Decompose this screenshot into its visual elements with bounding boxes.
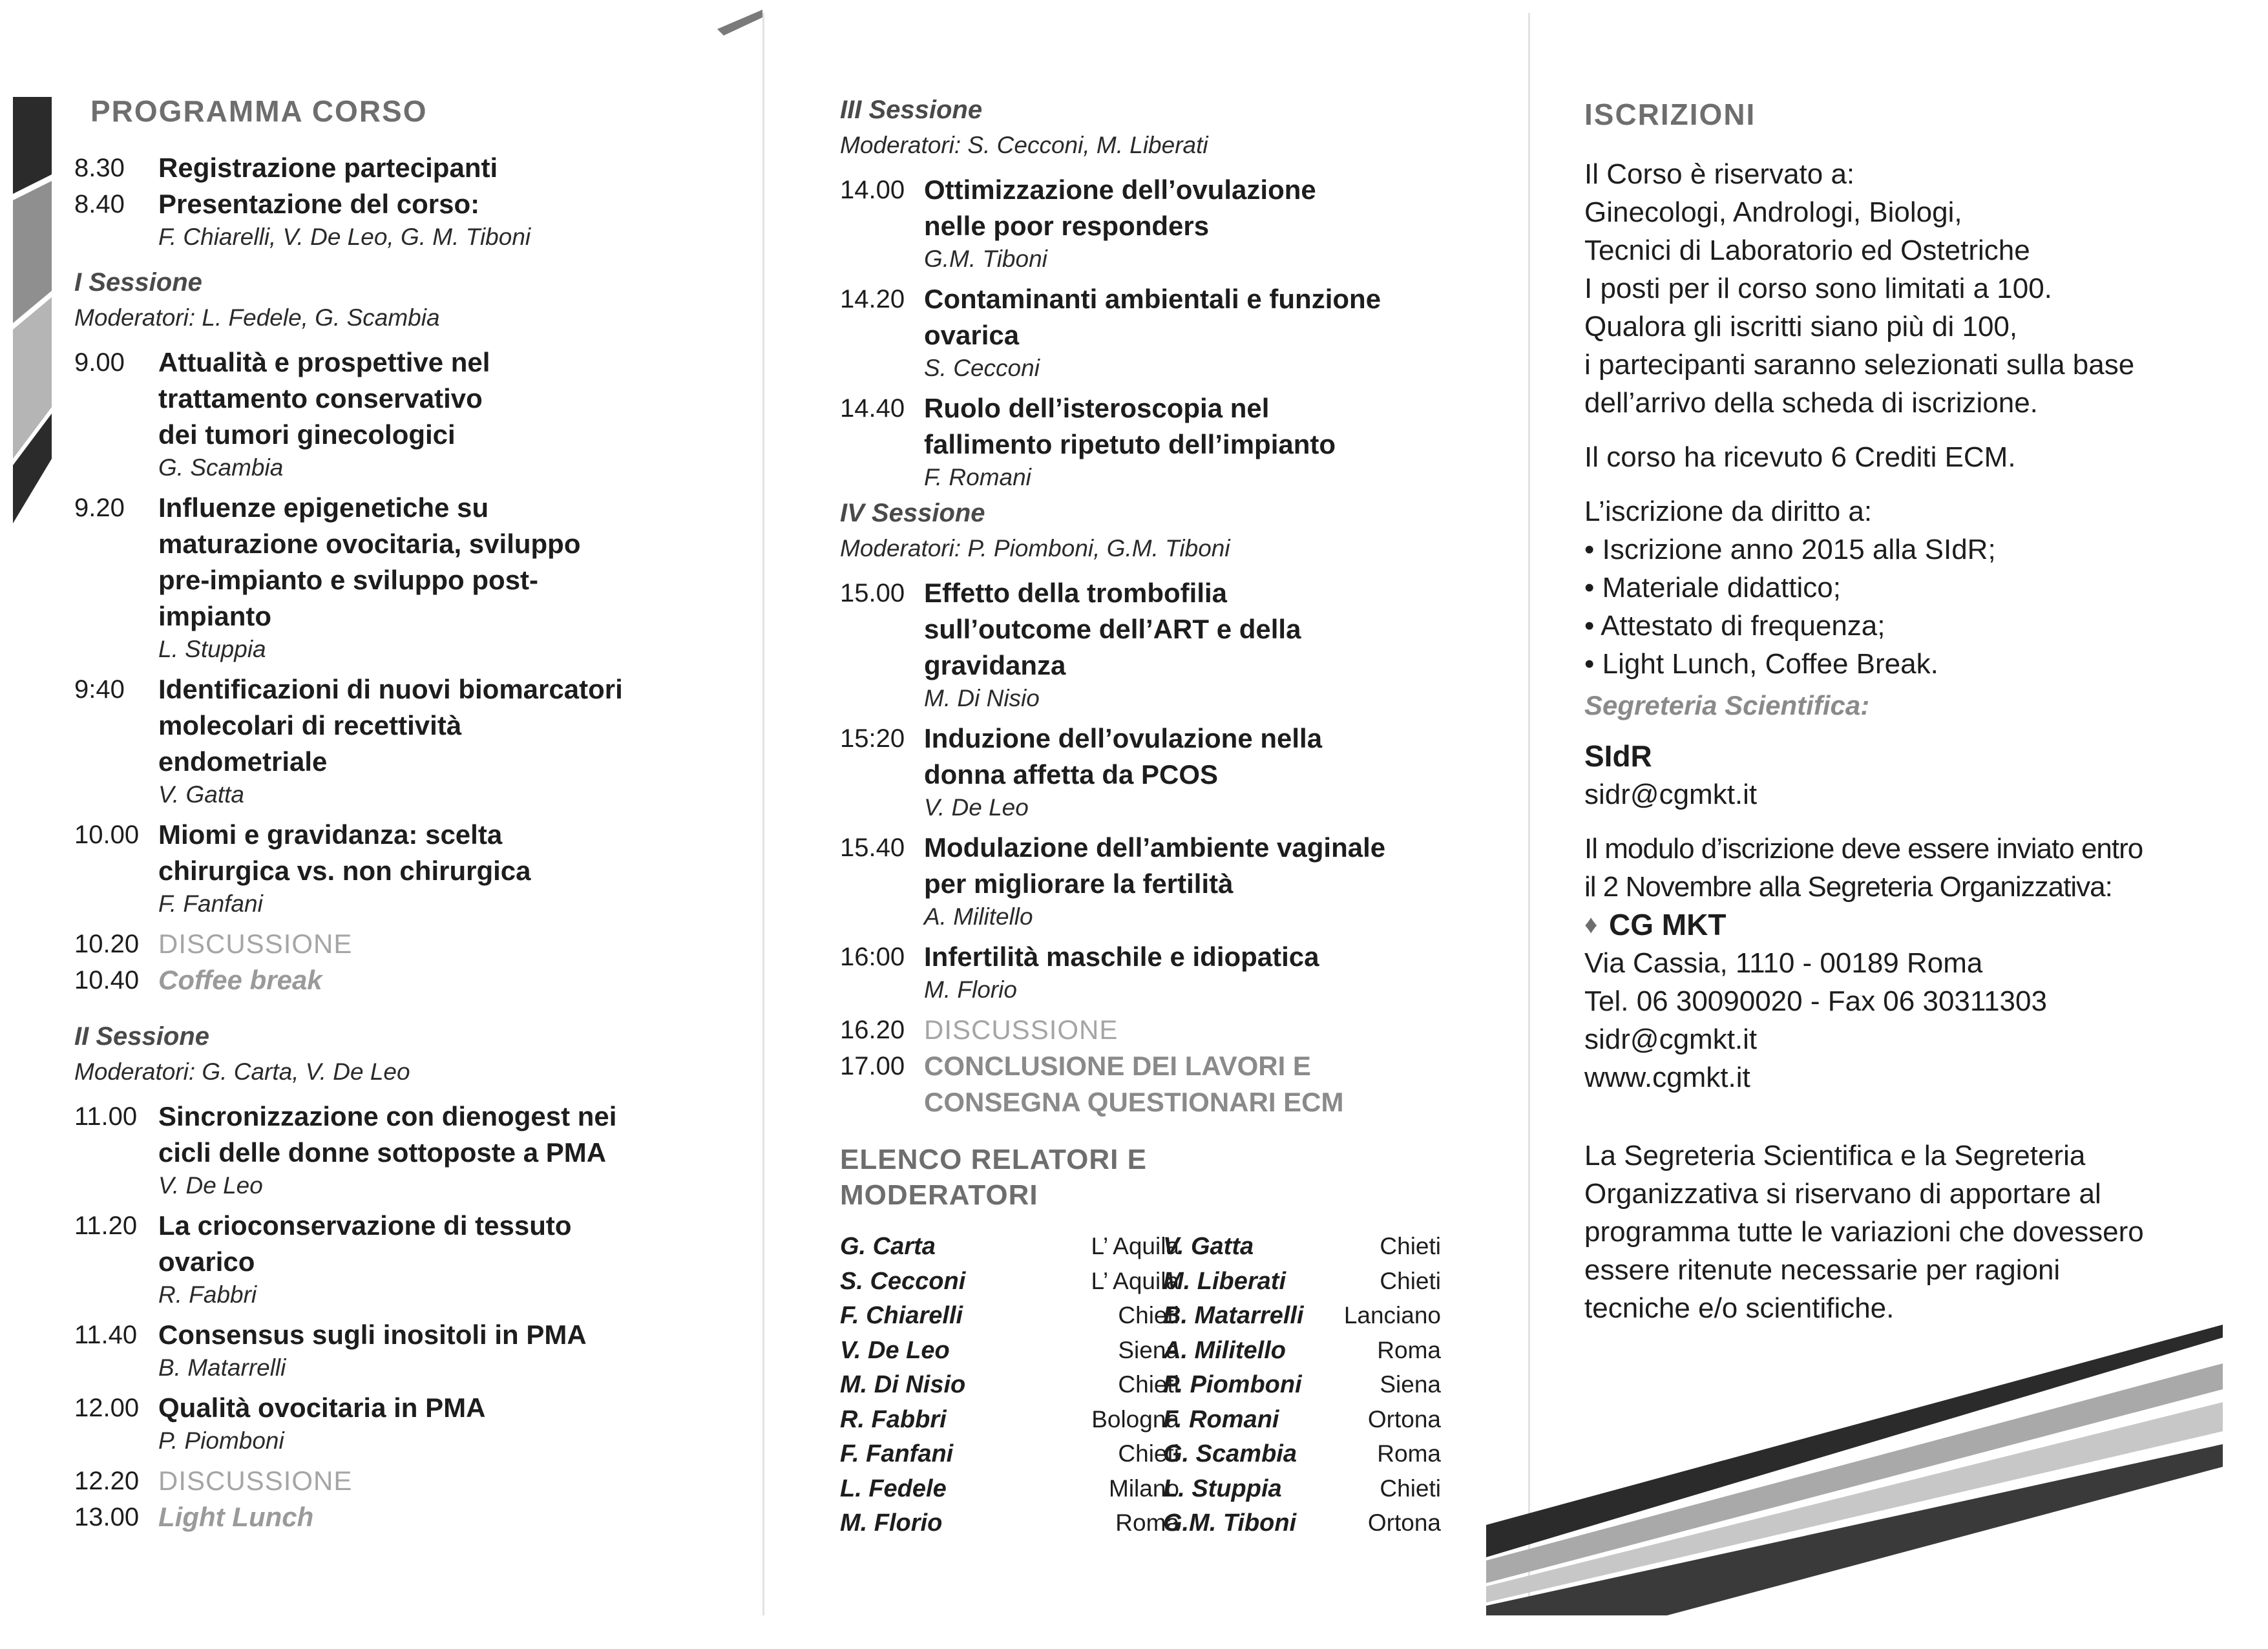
note-line: programma tutte le variazioni che dovessero [1584, 1216, 2144, 1248]
speaker-city: Ortona [1367, 1405, 1441, 1433]
speaker-city: L’ Aquila [1091, 1233, 1179, 1259]
agenda-title-line: gravidanza [924, 650, 1066, 680]
agenda-time: 11.00 [74, 1102, 138, 1131]
crediti-ecm: Il corso ha ricevuto 6 Crediti ECM. [1584, 441, 2016, 473]
session-moderators: Moderatori: P. Piomboni, G.M. Tiboni [840, 535, 1230, 562]
program-panel-left [0, 0, 762, 1649]
iscrizioni-heading: ISCRIZIONI [1584, 98, 1756, 131]
speaker-name: G. Scambia [1163, 1440, 1297, 1467]
agenda-title-line: fallimento ripetuto dell’impianto [924, 429, 1336, 459]
agenda-speaker: V. Gatta [158, 781, 244, 808]
agenda-speaker: G.M. Tiboni [924, 246, 1047, 272]
iscrizioni-intro-line: Tecnici di Laboratorio ed Ostetriche [1584, 235, 2030, 266]
agenda-time: 16:00 [840, 943, 905, 971]
agenda-title-line: Ruolo dell’isteroscopia nel [924, 393, 1270, 423]
speaker-name: F. Chiarelli [840, 1302, 963, 1329]
agenda-title-line: CONCLUSIONE DEI LAVORI E [924, 1051, 1311, 1081]
agenda-title-line: cicli delle donne sottoposte a PMA [158, 1137, 607, 1168]
speaker-name: V. De Leo [840, 1336, 950, 1364]
segreteria-title: Segreteria Scientifica: [1584, 690, 1870, 720]
agenda-time: 14.40 [840, 394, 905, 423]
agenda-time: 12.00 [74, 1394, 140, 1422]
agenda-title-line: maturazione ovocitaria, sviluppo [158, 529, 581, 559]
speaker-name: G.M. Tiboni [1163, 1509, 1297, 1537]
agenda-title-line: Coffee break [158, 965, 322, 995]
agenda-title-line: sull’outcome dell’ART e della [924, 614, 1301, 644]
program-panel-middle [766, 0, 1528, 1649]
agenda-time: 14.00 [840, 176, 905, 204]
agenda-title-line: impianto [158, 601, 271, 631]
agenda-title-line: trattamento conservativo [158, 383, 483, 414]
speaker-name: L. Stuppia [1163, 1475, 1282, 1502]
sidr-name: SIdR [1584, 739, 1652, 773]
speaker-city: Chieti [1118, 1302, 1179, 1329]
speaker-city: Chieti [1118, 1440, 1179, 1467]
agenda-title-line: pre-impianto e sviluppo post- [158, 565, 539, 595]
relatori-heading-line2: MODERATORI [840, 1179, 1038, 1211]
agenda-time: 16.20 [840, 1016, 905, 1044]
agenda-speaker: V. De Leo [158, 1172, 263, 1199]
fold-line-1 [762, 13, 764, 1615]
session-moderators: Moderatori: S. Cecconi, M. Liberati [840, 132, 1208, 158]
speaker-city: Chieti [1380, 1475, 1441, 1502]
agenda-title-line: chirurgica vs. non chirurgica [158, 856, 531, 886]
speaker-city: Milano [1109, 1475, 1179, 1502]
iscrizioni-panel [1531, 0, 2268, 1649]
diritto-item: • Materiale didattico; [1584, 572, 1841, 604]
agenda-title-line: Effetto della trombofilia [924, 578, 1228, 608]
agenda-title-line: Contaminanti ambientali e funzione [924, 284, 1381, 314]
org-contact-line: www.cgmkt.it [1584, 1062, 1750, 1093]
agenda-title-line: La crioconservazione di tessuto [158, 1210, 572, 1241]
agenda-time: 15:20 [840, 724, 905, 753]
agenda-title-line: Registrazione partecipanti [158, 152, 498, 183]
session-title: II Sessione [74, 1022, 209, 1051]
agenda-title-line: molecolari di recettività [158, 710, 462, 740]
agenda-title-line: Presentazione del corso: [158, 189, 480, 219]
agenda-time: 14.20 [840, 285, 905, 313]
org-contact-line: Tel. 06 30090020 - Fax 06 30311303 [1584, 985, 2047, 1017]
agenda-title-line: ovarico [158, 1246, 255, 1277]
iscrizioni-intro-line: i partecipanti saranno selezionati sulla base [1584, 349, 2135, 381]
agenda-time: 15.00 [840, 579, 905, 607]
agenda-title-line: Consensus sugli inositoli in PMA [158, 1319, 587, 1350]
agenda-title-line: nelle poor responders [924, 211, 1210, 241]
speaker-city: Chieti [1118, 1371, 1179, 1398]
diritto-item: • Iscrizione anno 2015 alla SIdR; [1584, 534, 1996, 565]
agenda-title-line: Light Lunch [158, 1502, 314, 1532]
agenda-speaker: M. Di Nisio [924, 685, 1040, 711]
speaker-city: Lanciano [1343, 1302, 1441, 1329]
agenda-title-line: Miomi e gravidanza: scelta [158, 819, 503, 850]
decorative-swoosh-left [0, 97, 58, 536]
iscrizioni-intro-line: dell’arrivo della scheda di iscrizione. [1584, 387, 2038, 419]
agenda-title-line: endometriale [158, 746, 328, 777]
agenda-speaker: R. Fabbri [158, 1281, 257, 1308]
agenda-speaker: F. Chiarelli, V. De Leo, G. M. Tiboni [158, 224, 531, 250]
agenda-title-line: per migliorare la fertilità [924, 868, 1234, 899]
iscrizioni-intro-line: Ginecologi, Andrologi, Biologi, [1584, 196, 1962, 228]
speaker-name: F. Romani [1163, 1405, 1279, 1433]
agenda-title-line: Induzione dell’ovulazione nella [924, 723, 1323, 753]
org-name: CG MKT [1609, 908, 1727, 941]
org-contact-line: Via Cassia, 1110 - 00189 Roma [1584, 947, 1983, 979]
agenda-title-line: ovarica [924, 320, 1020, 350]
agenda-speaker: M. Florio [924, 976, 1017, 1003]
speaker-city: Chieti [1380, 1233, 1441, 1259]
agenda-time: 9.20 [74, 494, 125, 522]
speaker-name: B. Matarrelli [1163, 1302, 1304, 1329]
agenda-time: 15.40 [840, 834, 905, 862]
speaker-name: L. Fedele [840, 1475, 947, 1502]
decorative-corner-top [717, 10, 762, 36]
session-title: III Sessione [840, 96, 983, 124]
agenda-title-line: Influenze epigenetiche su [158, 492, 489, 523]
iscrizioni-intro-line: I posti per il corso sono limitati a 100. [1584, 273, 2052, 304]
speaker-name: P. Piomboni [1163, 1371, 1302, 1398]
speaker-name: M. Di Nisio [840, 1371, 966, 1398]
org-contact-line: sidr@cgmkt.it [1584, 1024, 1758, 1055]
speaker-name: V. Gatta [1163, 1233, 1254, 1260]
agenda-speaker: A. Militello [924, 903, 1033, 930]
speaker-name: R. Fabbri [840, 1405, 947, 1433]
agenda-title-line: DISCUSSIONE [158, 929, 353, 959]
agenda-title-line: Ottimizzazione dell’ovulazione [924, 174, 1316, 205]
agenda-speaker: F. Fanfani [158, 890, 263, 917]
decorative-swoosh-bottom-right [1486, 1312, 2223, 1615]
agenda-title-line: Sincronizzazione con dienogest nei [158, 1101, 617, 1131]
speaker-city: Siena [1118, 1336, 1179, 1363]
speaker-city: Roma [1377, 1336, 1441, 1363]
agenda-title-line: Modulazione dell’ambiente vaginale [924, 832, 1386, 863]
session-moderators: Moderatori: G. Carta, V. De Leo [74, 1058, 410, 1085]
speaker-name: M. Liberati [1163, 1267, 1286, 1295]
agenda-title-line: dei tumori ginecologici [158, 419, 456, 450]
agenda-title-line: Attualità e prospettive nel [158, 347, 490, 377]
diamond-icon: ♦ [1584, 910, 1598, 939]
agenda-time: 13.00 [74, 1503, 140, 1531]
agenda-time: 11.40 [74, 1321, 138, 1349]
sidr-email: sidr@cgmkt.it [1584, 779, 1758, 810]
speaker-city: Siena [1380, 1371, 1441, 1398]
note-line: tecniche e/o scientifiche. [1584, 1292, 1895, 1324]
speaker-name: F. Fanfani [840, 1440, 954, 1467]
agenda-time: 10.00 [74, 821, 140, 849]
agenda-title-line: Infertilità maschile e idiopatica [924, 941, 1319, 972]
speaker-name: S. Cecconi [840, 1267, 966, 1295]
agenda-speaker: S. Cecconi [924, 355, 1040, 381]
modulo-line: il 2 Novembre alla Segreteria Organizzativa: [1584, 871, 2112, 903]
diritto-item: • Light Lunch, Coffee Break. [1584, 648, 1938, 680]
session-title: IV Sessione [840, 499, 985, 527]
speaker-city: Ortona [1367, 1509, 1441, 1536]
speaker-city: L’ Aquila [1091, 1267, 1179, 1294]
agenda-time: 8.40 [74, 190, 125, 218]
agenda-speaker: B. Matarrelli [158, 1354, 286, 1381]
agenda-title-line: DISCUSSIONE [158, 1465, 353, 1496]
agenda-title-line: Identificazioni di nuovi biomarcatori [158, 674, 623, 704]
speaker-city: Bologna [1091, 1405, 1179, 1433]
agenda-speaker: F. Romani [924, 464, 1031, 490]
note-line: Organizzativa si riservano di apportare al [1584, 1178, 2101, 1210]
agenda-time: 10.20 [74, 930, 140, 958]
speaker-city: Roma [1115, 1509, 1179, 1536]
agenda-speaker: V. De Leo [924, 794, 1029, 821]
agenda-time: 8.30 [74, 154, 125, 182]
note-line: La Segreteria Scientifica e la Segreteria [1584, 1140, 2086, 1171]
diritto-title: L’iscrizione da diritto a: [1584, 496, 1873, 527]
diritto-item: • Attestato di frequenza; [1584, 610, 1885, 642]
agenda-time: 17.00 [840, 1052, 905, 1080]
agenda-time: 11.20 [74, 1212, 138, 1240]
agenda-title-line: Qualità ovocitaria in PMA [158, 1392, 486, 1423]
programma-heading: PROGRAMMA CORSO [90, 94, 428, 128]
speaker-name: M. Florio [840, 1509, 943, 1537]
speaker-name: G. Carta [840, 1233, 936, 1260]
speaker-city: Roma [1377, 1440, 1441, 1467]
modulo-line: Il modulo d’iscrizione deve essere inviato entro [1584, 833, 2143, 865]
agenda-title-line: donna affetta da PCOS [924, 759, 1219, 790]
speaker-city: Chieti [1380, 1267, 1441, 1294]
agenda-speaker: G. Scambia [158, 454, 284, 481]
session-moderators: Moderatori: L. Fedele, G. Scambia [74, 304, 440, 331]
iscrizioni-intro-line: Qualora gli iscritti siano più di 100, [1584, 311, 2018, 342]
agenda-speaker: P. Piomboni [158, 1427, 284, 1454]
speaker-name: A. Militello [1163, 1336, 1286, 1364]
agenda-time: 10.40 [74, 966, 140, 994]
agenda-time: 9:40 [74, 675, 125, 704]
agenda-title-line: CONSEGNA QUESTIONARI ECM [924, 1087, 1344, 1117]
iscrizioni-intro-line: Il Corso è riservato a: [1584, 158, 1855, 190]
agenda-time: 12.20 [74, 1467, 140, 1495]
agenda-title-line: DISCUSSIONE [924, 1014, 1118, 1045]
agenda-speaker: L. Stuppia [158, 636, 266, 662]
agenda-time: 9.00 [74, 348, 125, 377]
session-title: I Sessione [74, 268, 202, 297]
note-line: essere ritenute necessarie per ragioni [1584, 1254, 2061, 1286]
relatori-heading-line1: ELENCO RELATORI E [840, 1144, 1147, 1175]
